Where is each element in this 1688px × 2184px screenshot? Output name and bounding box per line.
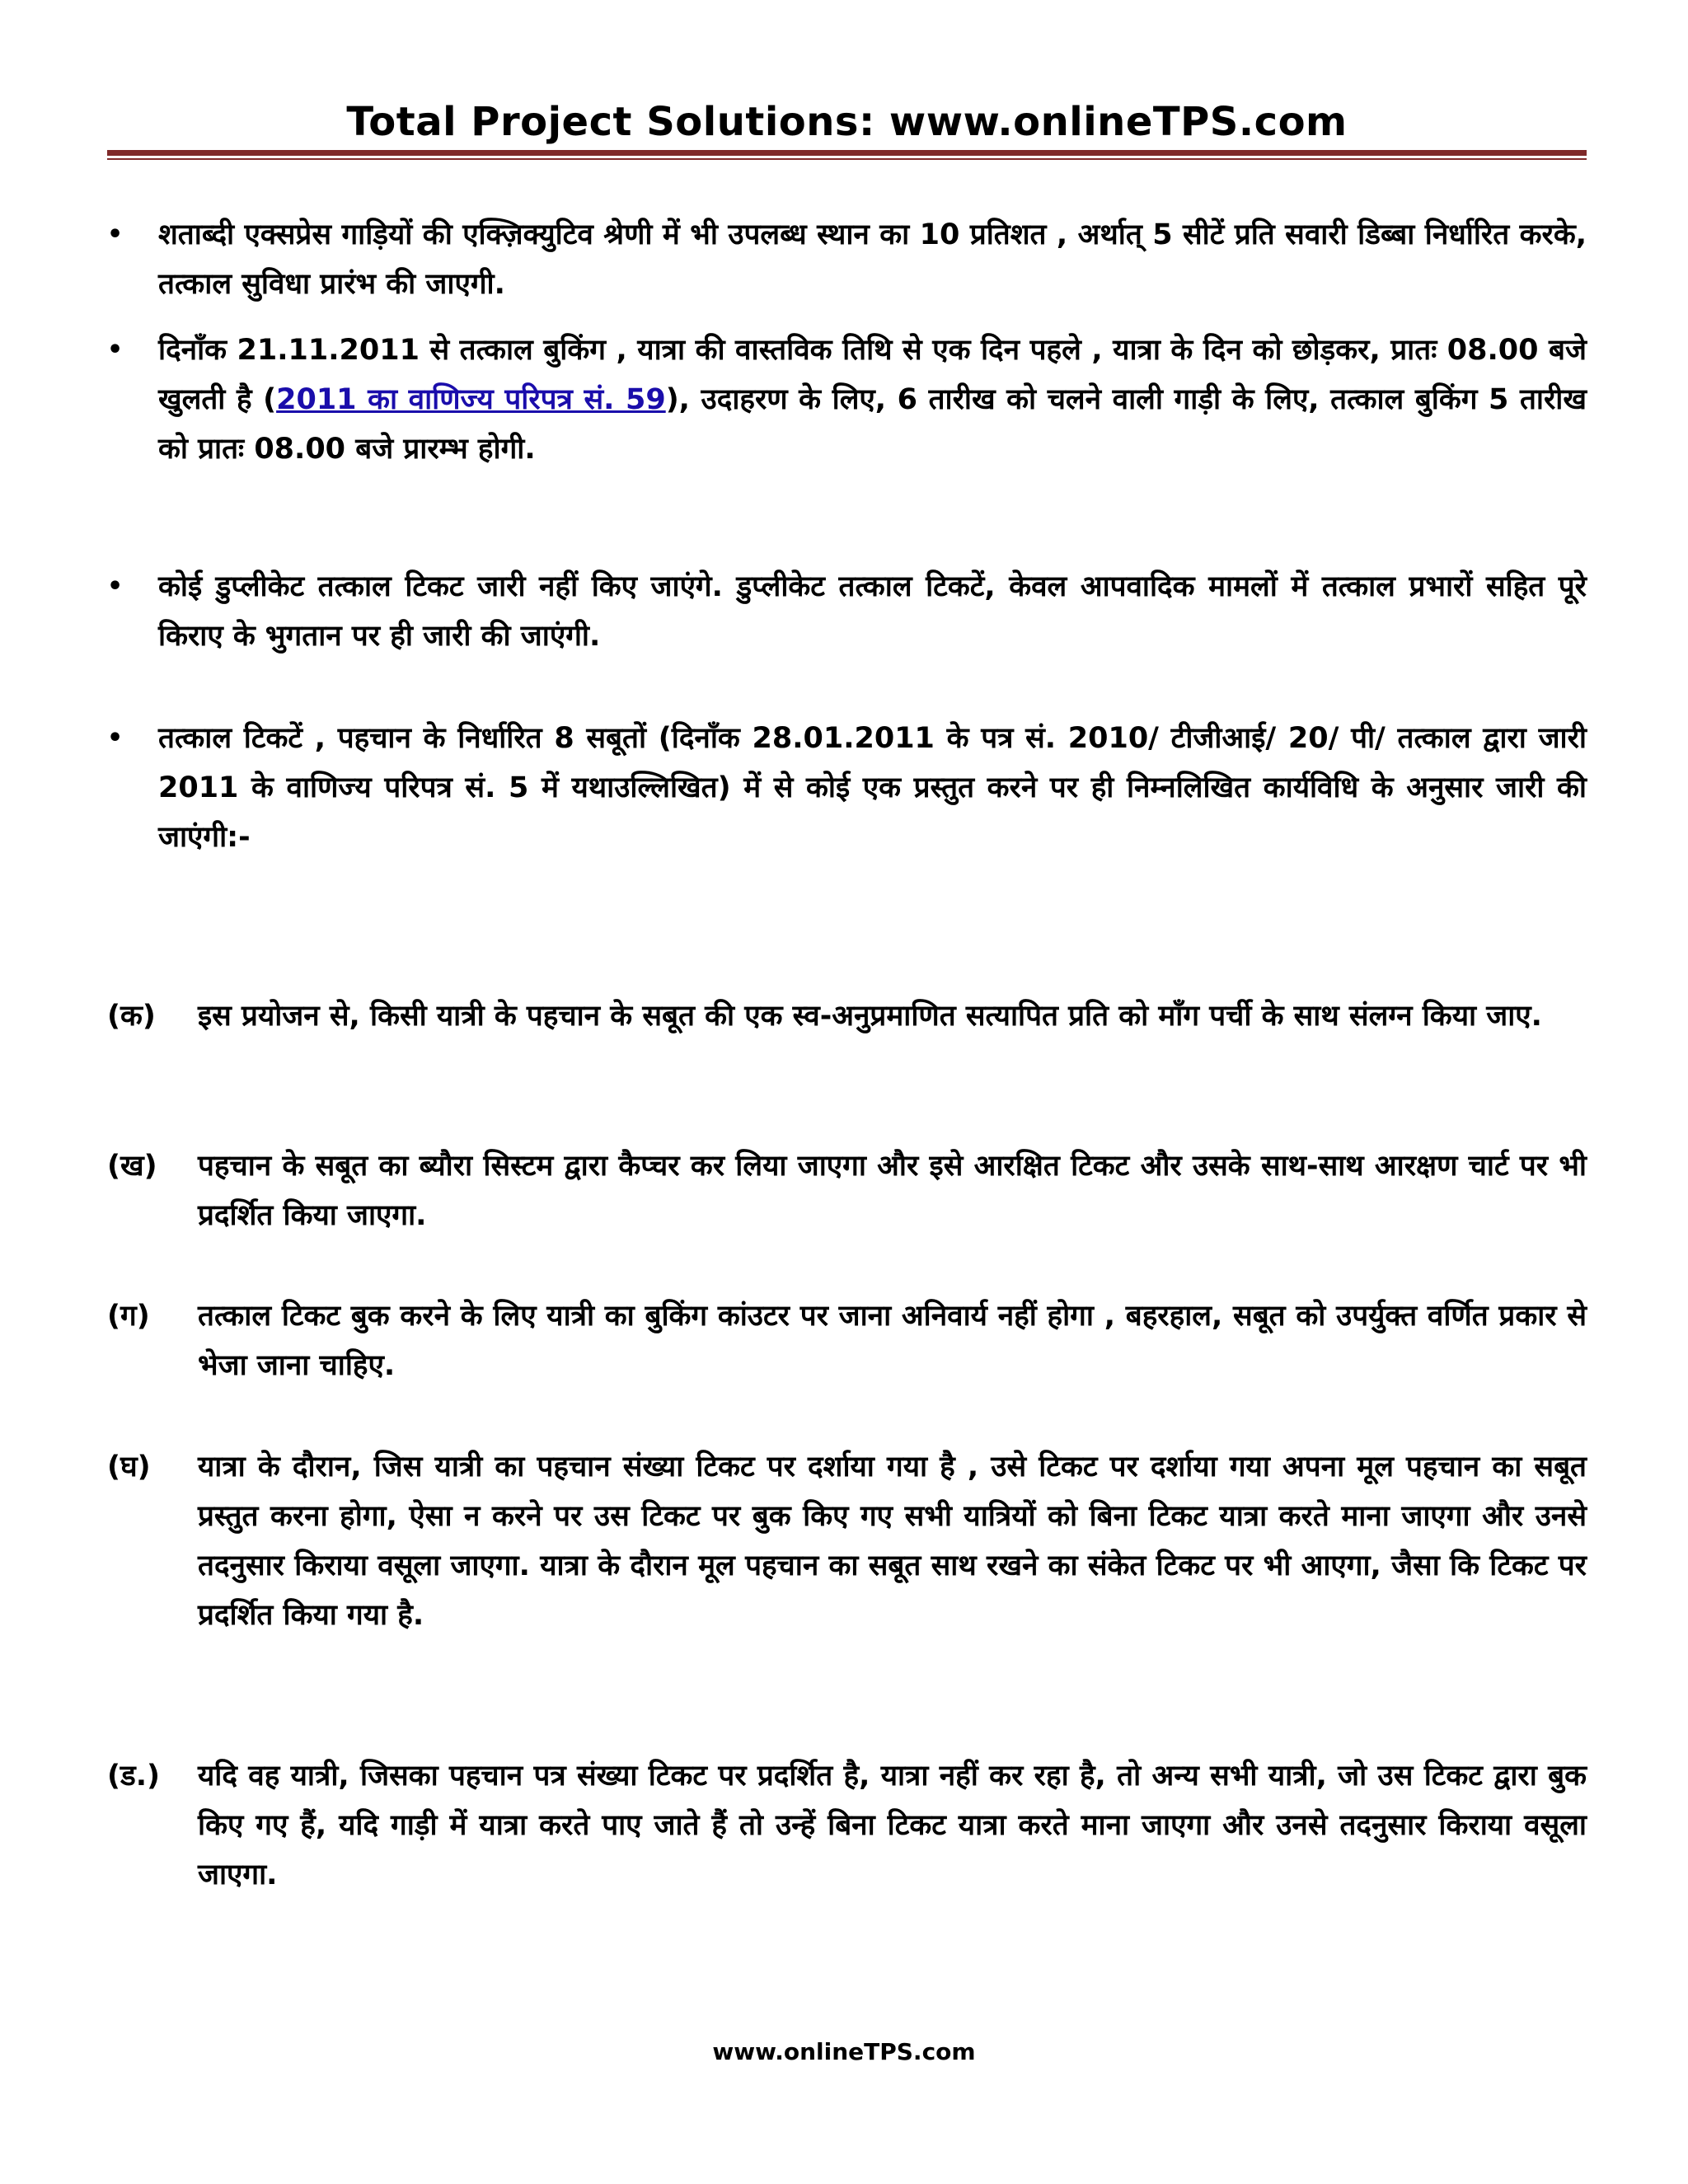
bullet-text: शताब्दी एक्सप्रेस गाड़ियों की एक्ज़िक्युटिव श्रेणी में भी उपलब्ध स्थान का 10 प्रतिशत , अर्थात् 5 सीटें प्रति सवारी डिब्बा निर्धारित करके, तत्काल सुविधा प्रारंभ की जाएगी. <box>158 218 1587 301</box>
bullet-item-4 <box>107 714 1587 862</box>
sub-item-text: यदि वह यात्री, जिसका पहचान पत्र संख्या टिकट पर प्रदर्शित है, यात्रा नहीं कर रहा है, तो अन्य सभी यात्री, जो उस टिकट द्वारा बुक किए गए हैं, यदि गाड़ी में यात्रा करते पाए जाते हैं तो उन्हें बिना टिकट यात्रा करते माना जाएगा और उनसे तदनुसार किराया वसूला जाएगा. <box>198 1760 1587 1891</box>
sub-item-ga <box>107 1291 1587 1390</box>
sub-item-marker: (क) <box>107 1000 156 1033</box>
bullet-marker: • <box>107 335 124 364</box>
circular-59-link[interactable]: 2011 का वाणिज्य परिपत्र सं. 59 <box>276 383 666 416</box>
bullet-text <box>158 326 1587 474</box>
bullet-item-3 <box>107 562 1587 661</box>
header-divider-thick <box>107 150 1587 156</box>
sub-item-kha <box>107 1141 1587 1240</box>
bullet-marker: • <box>107 572 124 601</box>
sub-item-text: इस प्रयोजन से, किसी यात्री के पहचान के सबूत की एक स्व-अनुप्रमाणित सत्यापित प्रति को माँग पर्ची के साथ संलग्न किया जाए. <box>198 1000 1542 1033</box>
sub-item-marker: (घ) <box>107 1451 151 1483</box>
header-divider-thin <box>107 158 1587 160</box>
page-header-title: Total Project Solutions: www.onlineTPS.com <box>346 99 1348 145</box>
bullet-item-2 <box>107 326 1587 474</box>
sub-item-marker: (ख) <box>107 1150 157 1183</box>
page-footer: www.onlineTPS.com <box>712 2038 976 2065</box>
bullet-text: तत्काल टिकटें , पहचान के निर्धारित 8 सबूतों (दिनाँक 28.01.2011 के पत्र सं. 2010/ टीजीआई/ 20/ पी/ तत्काल द्वारा जारी 2011 के वाणिज्य परिपत्र सं. 5 में यथाउल्लिखित) में से कोई एक प्रस्तुत करने पर ही निम्नलिखित कार्यविधि के अनुसार जारी की जाएंगी:- <box>158 722 1587 854</box>
sub-item-text: तत्काल टिकट बुक करने के लिए यात्री का बुकिंग कांउटर पर जाना अनिवार्य नहीं होगा , बहरहाल, सबूत को उपर्युक्त वर्णित प्रकार से भेजा जाना चाहिए. <box>198 1300 1587 1382</box>
sub-item-da <box>107 1751 1587 1900</box>
bullet-item-1 <box>107 210 1587 309</box>
sub-item-marker: (ग) <box>107 1300 150 1333</box>
sub-item-text: पहचान के सबूत का ब्यौरा सिस्टम द्वारा कैप्चर कर लिया जाएगा और इसे आरक्षित टिकट और उसके साथ-साथ आरक्षण चार्ट पर भी प्रदर्शित किया जाएगा. <box>198 1150 1587 1232</box>
bullet-text: कोई डुप्लीकेट तत्काल टिकट जारी नहीं किए जाएंगे. डुप्लीकेट तत्काल टिकटें, केवल आपवादिक मामलों में तत्काल प्रभारों सहित पूरे किराए के भुगतान पर ही जारी की जाएंगी. <box>158 570 1587 653</box>
bullet-text-after: ), उदाहरण के लिए, 6 तारीख को चलने वाली गाड़ी के लिए, तत्काल बुकिंग 5 तारीख को प्रातः 08.00 बजे प्रारम्भ होगी. <box>158 383 1587 466</box>
sub-item-marker: (ड.) <box>107 1760 161 1793</box>
sub-item-text: यात्रा के दौरान, जिस यात्री का पहचान संख्या टिकट पर दर्शाया गया है , उसे टिकट पर दर्शाया गया अपना मूल पहचान का सबूत प्रस्तुत करना होगा, ऐसा न करने पर उस टिकट पर बुक किए गए सभी यात्रियों को बिना टिकट यात्रा करते माना जाएगा और उनसे तदनुसार किराया वसूला जाएगा. यात्रा के दौरान मूल पहचान का सबूत साथ रखने का संकेत टिकट पर भी आएगा, जैसा कि टिकट पर प्रदर्शित किया गया है. <box>198 1451 1587 1632</box>
bullet-marker: • <box>107 220 124 249</box>
bullet-text-before: दिनाँक 21.11.2011 से तत्काल बुकिंग , यात्रा की वास्तविक तिथि से एक दिन पहले , यात्रा के दिन को छोड़कर, प्रातः 08.00 बजे खुलती है ( <box>158 334 1587 416</box>
bullet-marker: • <box>107 724 124 752</box>
sub-item-ka <box>107 991 1587 1041</box>
sub-item-gha <box>107 1442 1587 1640</box>
